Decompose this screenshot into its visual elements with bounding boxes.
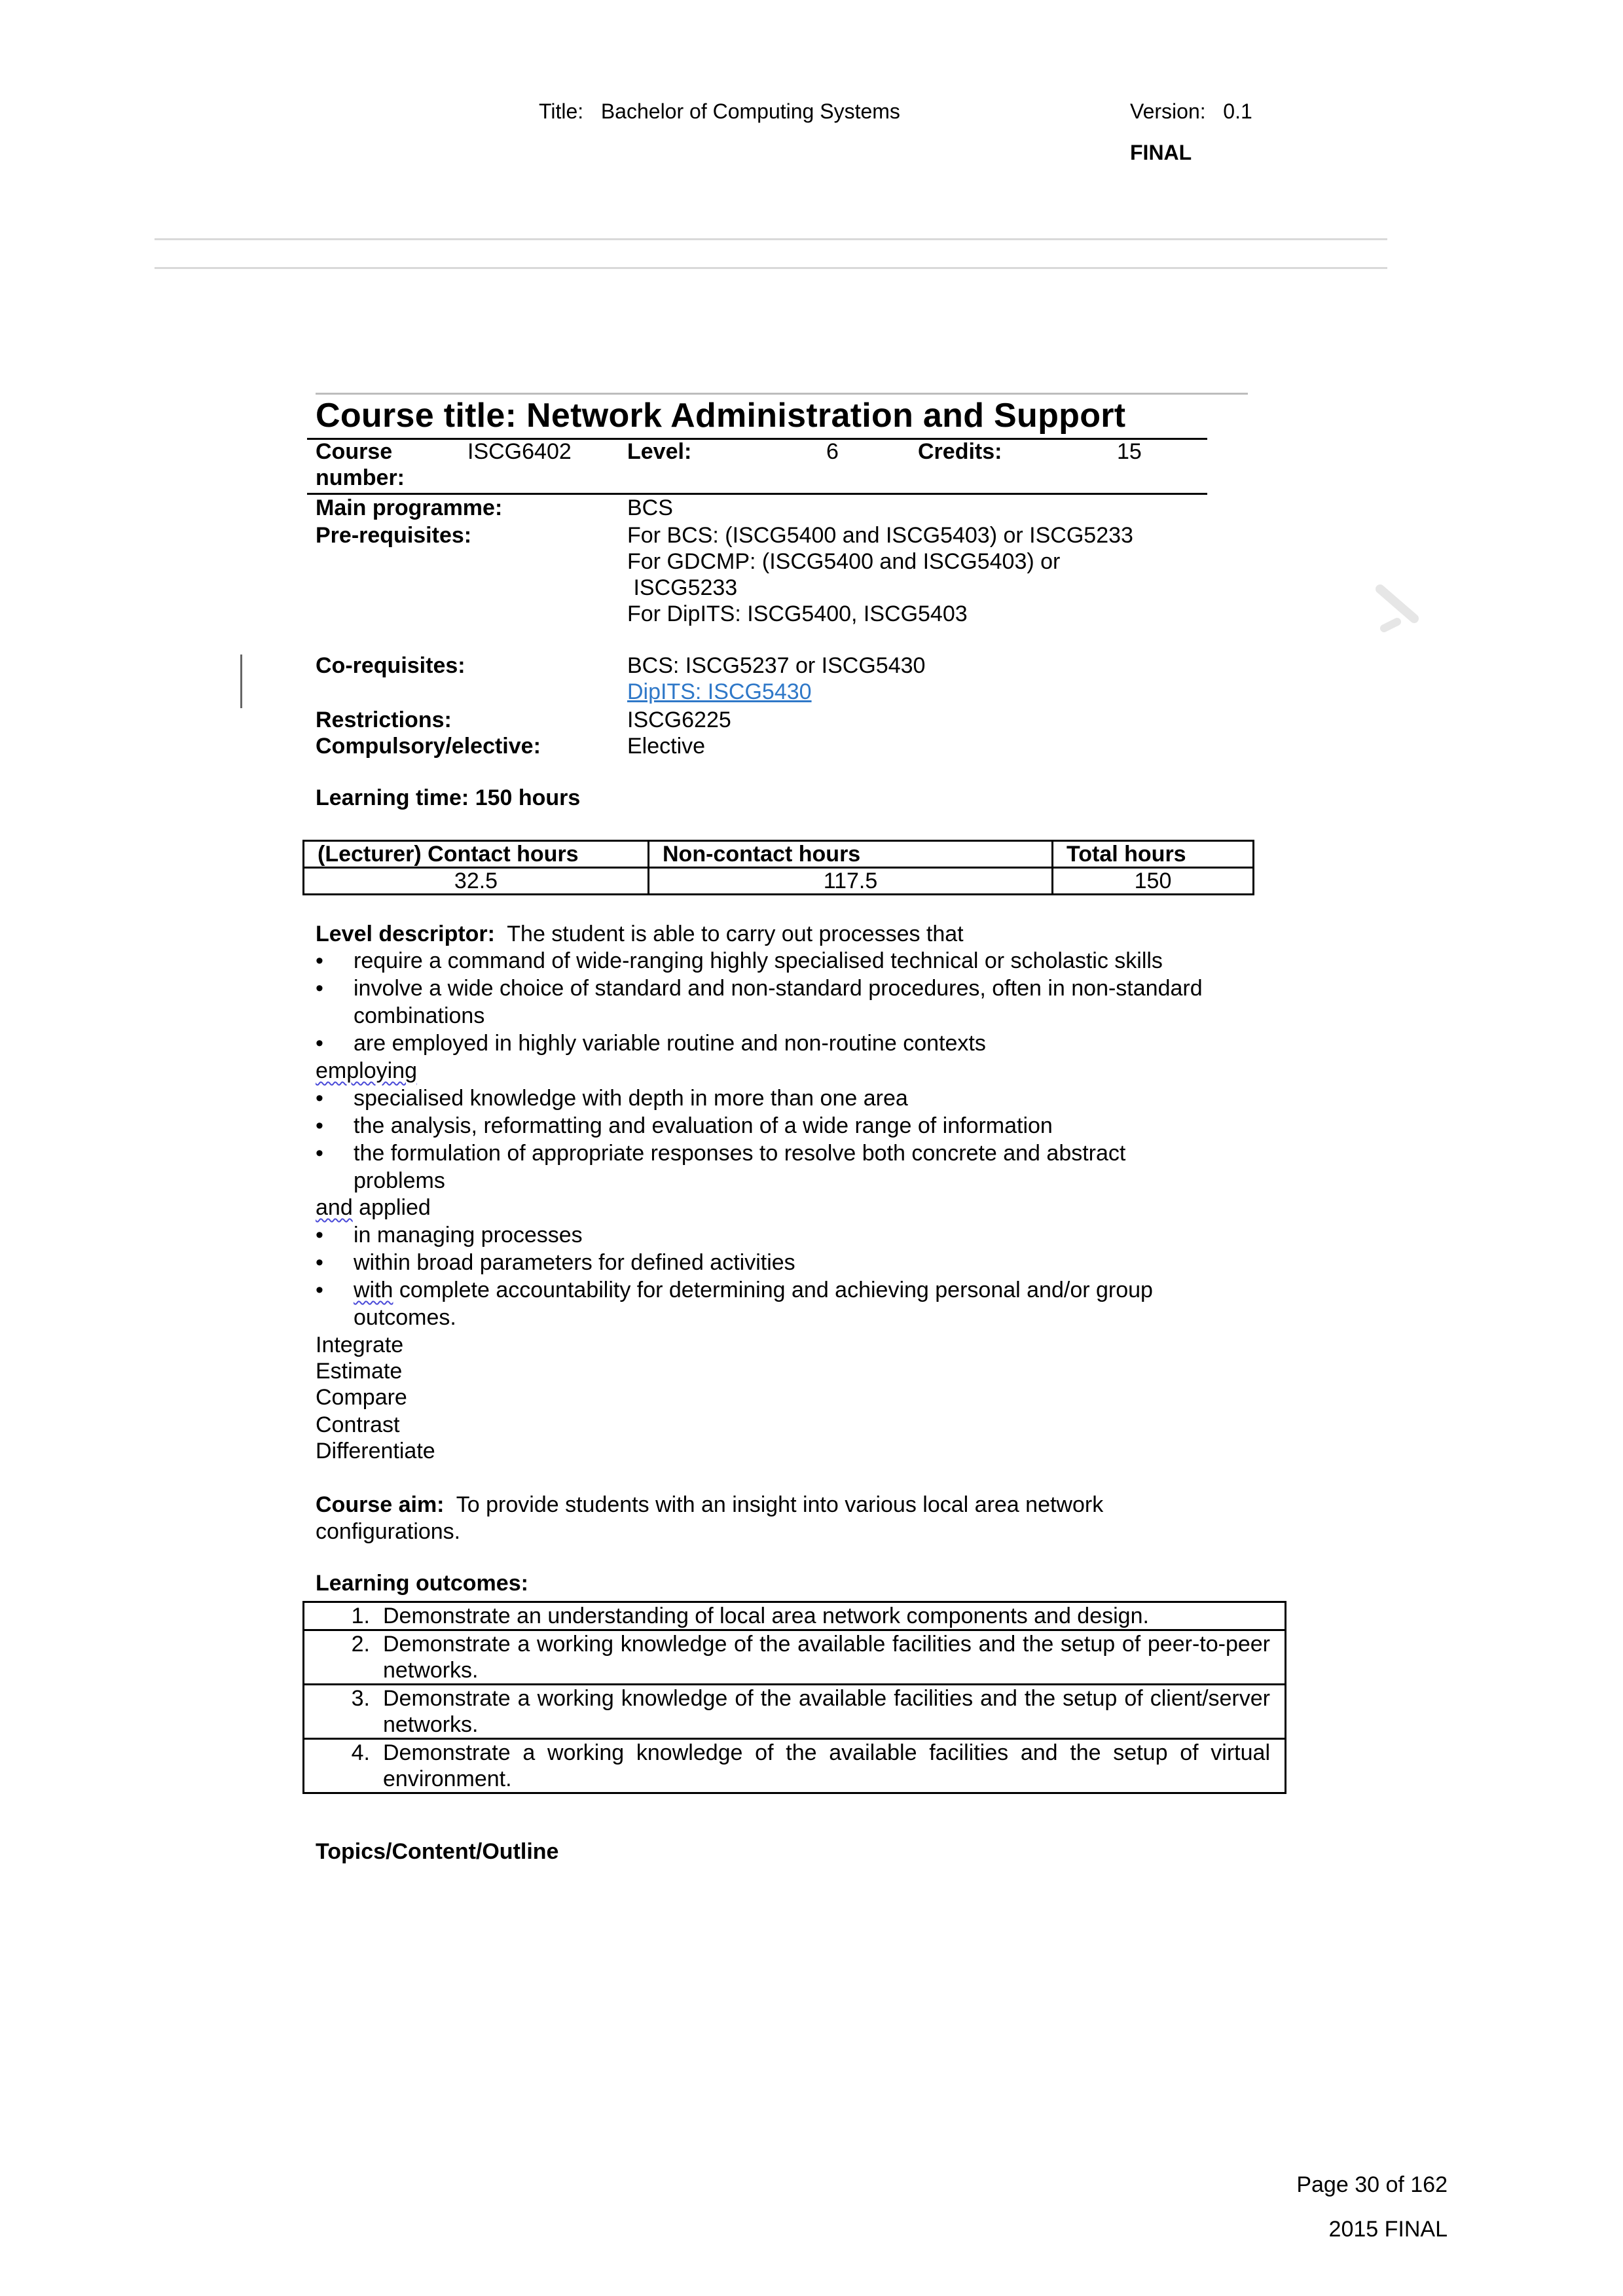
header-title [539,99,900,124]
outcome-text: Demonstrate a working knowledge of the available facilities and the setup of client/server networks. [383,1686,1270,1737]
learning-outcomes-label: Learning outcomes: [316,1571,528,1596]
with-word: with [354,1278,393,1302]
prereq-line: For BCS: (ISCG5400 and ISCG5403) or ISCG5233 [627,523,1133,548]
page-number: Page 30 of 162 [1296,2172,1448,2197]
and-applied [316,1195,431,1221]
verb-item: Compare [316,1385,407,1410]
table-cell: 117.5 [649,868,1053,895]
bullet: • [316,1250,323,1275]
table-row [304,868,1254,895]
bullet: • [316,948,323,973]
bullet: • [316,1031,323,1056]
hours-table [302,840,1254,895]
prereq-label: Pre-requisites: [316,523,472,548]
outcome-number: 3. [351,1686,370,1711]
course-number-label-2: number: [316,465,405,490]
learning-time: Learning time: 150 hours [316,785,581,810]
rule-top [307,438,1207,440]
course-number: ISCG6402 [467,439,572,464]
level-value: 6 [826,439,839,464]
table-row [304,1630,1286,1685]
table-row [304,1685,1286,1739]
credits-label: Credits: [918,439,1002,464]
with-rest: complete accountability for determining and achieving personal and/or group [393,1278,1153,1302]
title-label: Title: [539,99,584,123]
verb-item: Estimate [316,1359,403,1384]
bullet: • [316,1141,323,1166]
outcome-number: 2. [351,1632,370,1657]
table-header-cell: (Lecturer) Contact hours [304,841,649,868]
credits-value: 15 [1117,439,1142,464]
compulsory-value: Elective [627,734,706,759]
level-descriptor-label: Level descriptor: [316,922,495,946]
margin-mark-icon [1375,583,1427,641]
outcome-number: 4. [351,1740,370,1765]
rule-bottom [307,493,1207,495]
verb-item: Contrast [316,1412,400,1437]
list-item [354,1278,1153,1303]
header-divider-2 [155,267,1387,269]
restrictions-label: Restrictions: [316,708,452,732]
list-item: outcomes. [354,1305,456,1330]
and-word: and [316,1195,353,1220]
outcome-cell [304,1630,1286,1685]
restrictions-value: ISCG6225 [627,708,731,732]
outcome-number: 1. [351,1604,370,1628]
outcome-text: Demonstrate an understanding of local area network components and design. [383,1604,1149,1628]
course-aim-text: To provide students with an insight into various local area network [456,1492,1104,1517]
verb-item: Integrate [316,1333,404,1357]
bullet: • [316,1113,323,1138]
table-row [304,1739,1286,1793]
outcome-cell [304,1602,1286,1630]
table-cell: 32.5 [304,868,649,895]
outcome-text: Demonstrate a working knowledge of the available facilities and the setup of peer-to-peer networks. [383,1632,1270,1683]
table-cell: 150 [1053,868,1254,895]
coreq-label: Co-requisites: [316,653,465,678]
header-divider-1 [155,238,1387,240]
list-item: the formulation of appropriate responses to resolve both concrete and abstract [354,1141,1126,1166]
title-top-rule [316,393,1248,395]
table-row [304,1602,1286,1630]
course-number-label-1: Course [316,439,393,464]
level-label: Level: [627,439,692,464]
table-header-cell: Total hours [1053,841,1254,868]
header-version [1130,99,1252,124]
outcome-text: Demonstrate a working knowledge of the available facilities and the setup of virtual environment. [383,1740,1270,1791]
bullet: • [316,1086,323,1111]
list-item: combinations [354,1003,485,1028]
table-row [304,841,1254,868]
footer-status: 2015 FINAL [1328,2217,1448,2242]
main-programme-label: Main programme: [316,495,503,520]
coreq-link[interactable]: DipITS: ISCG5430 [627,679,812,704]
level-descriptor-intro [316,922,964,947]
table-header-cell: Non-contact hours [649,841,1053,868]
verb-item: Differentiate [316,1439,435,1463]
prereq-line: For GDCMP: (ISCG5400 and ISCG5403) or [627,549,1061,574]
course-aim-text-2: configurations. [316,1519,461,1544]
bullet: • [316,1223,323,1247]
course-aim [316,1492,1103,1518]
list-item: involve a wide choice of standard and non-standard procedures, often in non-standard [354,976,1203,1001]
applied-word: applied [352,1195,431,1220]
list-item: require a command of wide-ranging highly specialised technical or scholastic skills [354,948,1163,973]
compulsory-label: Compulsory/elective: [316,734,541,759]
outcome-cell [304,1685,1286,1739]
prereq-line: For DipITS: ISCG5400, ISCG5403 [627,601,968,626]
main-programme-value: BCS [627,495,673,520]
header-status: FINAL [1130,141,1192,164]
list-item: problems [354,1168,445,1193]
bullet: • [316,1278,323,1302]
course-title: Course title: Network Administration and Support [316,397,1126,435]
level-descriptor-text: The student is able to carry out processes that [507,922,964,946]
list-item: are employed in highly variable routine and non-routine contexts [354,1031,986,1056]
outcome-cell [304,1739,1286,1793]
learning-outcomes-table [302,1601,1286,1794]
list-item: the analysis, reformatting and evaluation of a wide range of information [354,1113,1053,1138]
topics-heading: Topics/Content/Outline [316,1839,559,1864]
version-label: Version: [1130,99,1206,123]
change-bar [240,655,242,708]
list-item: within broad parameters for defined activities [354,1250,795,1275]
bullet: • [316,976,323,1001]
course-aim-label: Course aim: [316,1492,445,1517]
version-value: 0.1 [1223,99,1252,123]
title-value: Bachelor of Computing Systems [600,99,900,123]
prereq-line: ISCG5233 [627,575,738,600]
list-item: specialised knowledge with depth in more than one area [354,1086,908,1111]
employing-word: employing [316,1058,417,1083]
coreq-line-1: BCS: ISCG5237 or ISCG5430 [627,653,926,678]
list-item: in managing processes [354,1223,583,1247]
